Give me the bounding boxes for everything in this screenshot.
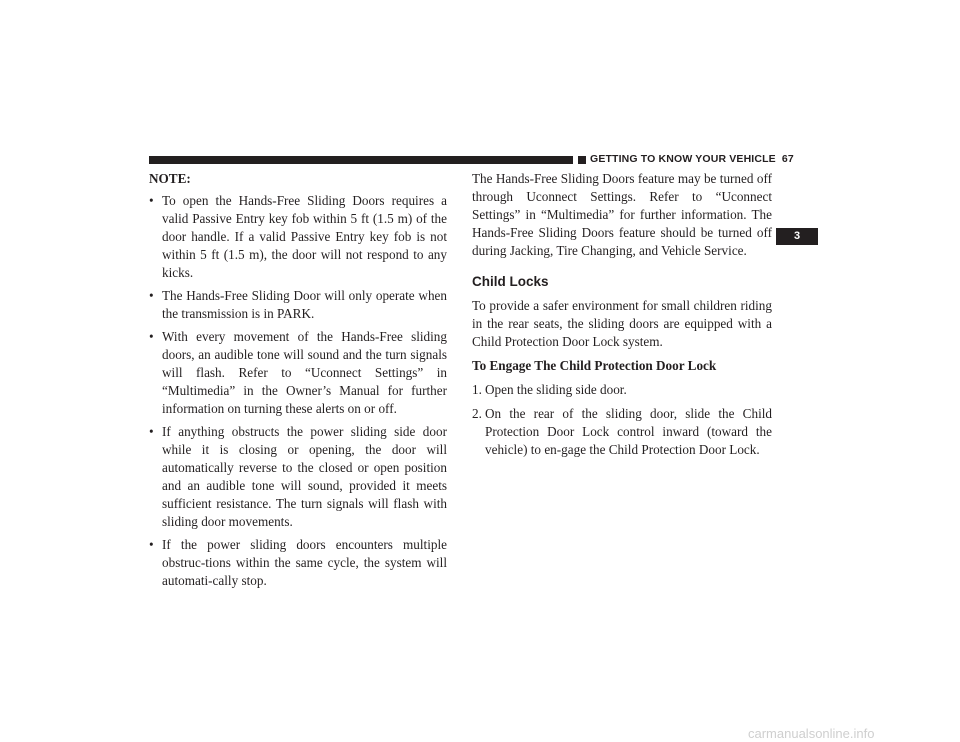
note-bullet	[149, 328, 447, 418]
bullet-icon: •	[149, 537, 154, 552]
bullet-text: With every movement of the Hands-Free sliding doors, an audible tone will sound and the turn signals will flash. Refer to “Uconnect Settings” in “Multimedia” in the Owner’s Manual for further information on turning these alerts on or off.	[162, 329, 447, 416]
step-text: Open the sliding side door.	[485, 382, 627, 397]
bullet-icon: •	[149, 424, 154, 439]
section-title: GETTING TO KNOW YOUR VEHICLE	[590, 153, 776, 165]
procedure-subheading: To Engage The Child Protection Door Lock	[472, 358, 717, 373]
intro-paragraph: The Hands-Free Sliding Doors feature may be turned off through Uconnect Settings. Refer to “Uconnect Settings” in “Multimedia” for further information. The Hands-Free Sliding Doors feature should be turned off during Jacking, Tire Changing, and Vehicle Service.	[472, 171, 772, 258]
bullet-icon: •	[149, 193, 154, 208]
bullet-text: If anything obstructs the power sliding side door while it is closing or opening, the door will automatically reverse to the closed or open position and an audible tone will sound, provided it meets sufficient resistance. The turn signals will flash with sliding door movements.	[162, 424, 447, 529]
note-label: NOTE:	[149, 171, 191, 186]
section-heading: Child Locks	[472, 274, 549, 289]
bullet-icon: •	[149, 288, 154, 303]
note-bullet	[149, 287, 447, 323]
bullet-text: To open the Hands-Free Sliding Doors requires a valid Passive Entry key fob within 5 ft (1.5 m) of the door handle. If a valid Passive Entry key fob is not within 5 ft (1.5 m), the door will not respond to any kicks.	[162, 193, 447, 280]
step-text: On the rear of the sliding door, slide the Child Protection Door Lock control inward (toward the vehicle) to en-gage the Child Protection Door Lock.	[485, 406, 772, 457]
step-number: 1.	[472, 382, 482, 397]
header-square-marker	[578, 156, 586, 164]
note-bullet	[149, 192, 447, 282]
note-bullet	[149, 423, 447, 531]
bullet-icon: •	[149, 329, 154, 344]
page-number: 67	[781, 153, 794, 165]
header-rule	[149, 156, 573, 164]
procedure-step	[472, 381, 772, 399]
step-number: 2.	[472, 406, 482, 421]
left-column	[149, 170, 447, 595]
right-column	[472, 170, 772, 465]
section-paragraph: To provide a safer environment for small children riding in the rear seats, the sliding doors are equipped with a Child Protection Door Lock system.	[472, 298, 772, 349]
bullet-text: The Hands-Free Sliding Door will only operate when the transmission is in PARK.	[162, 288, 447, 321]
chapter-tab: 3	[776, 228, 818, 245]
running-header	[590, 153, 794, 165]
watermark: carmanualsonline.info	[748, 726, 875, 741]
bullet-text: If the power sliding doors encounters multiple obstruc-tions within the same cycle, the system will automati-cally stop.	[162, 537, 447, 588]
note-bullet	[149, 536, 447, 590]
procedure-step	[472, 405, 772, 459]
